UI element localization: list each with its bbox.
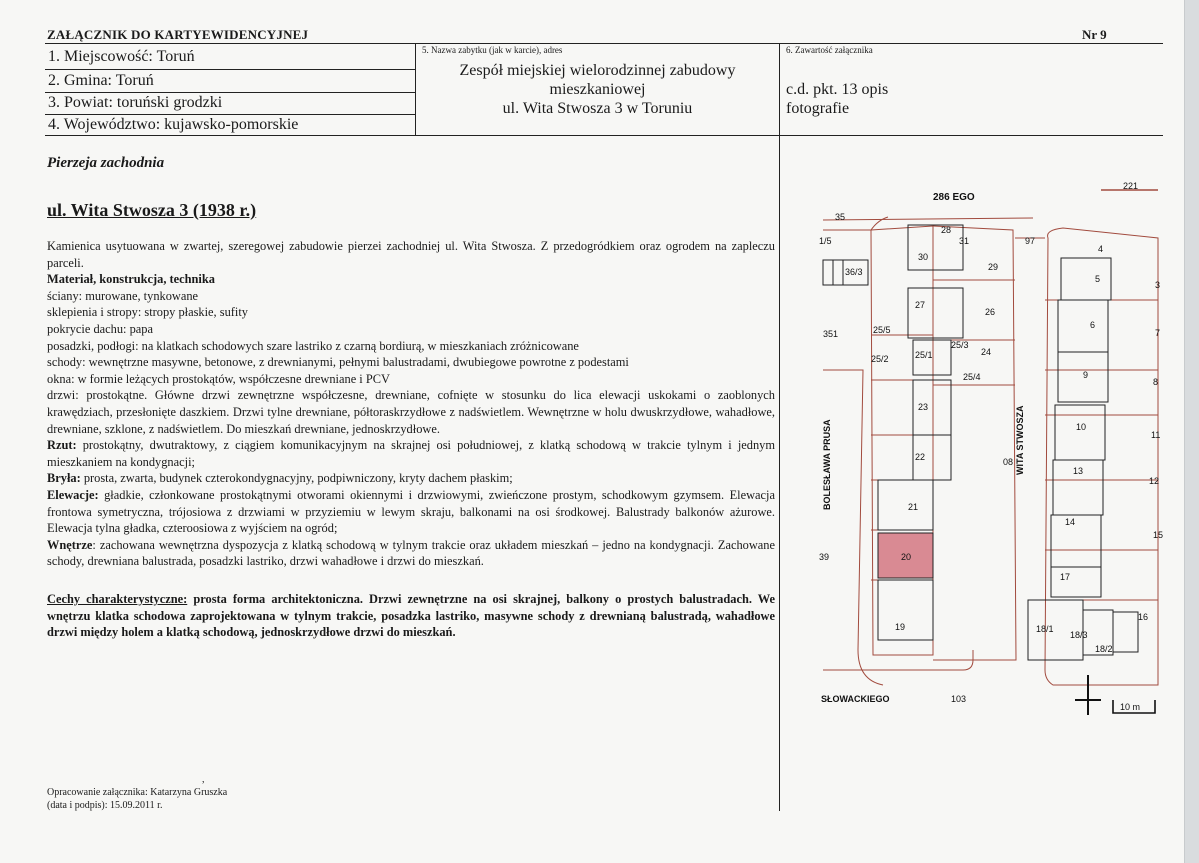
- map-parcel-label: 25/3: [951, 340, 969, 350]
- map-parcel-label: 9: [1083, 370, 1089, 380]
- map-building-17: [1051, 567, 1101, 597]
- map-parcel-label: 11: [1151, 430, 1161, 440]
- map-street-left-edge-2: [823, 217, 888, 230]
- map-street-top: 286 EGO: [933, 192, 975, 203]
- map-building-10: [1055, 405, 1105, 460]
- footer: [47, 786, 227, 812]
- desc-intro: Kamienica usytuowana w zwartej, szeregowej zabudowie pierzei zachodniej ul. Wita Stwosza. Z przedogródkiem oraz ogrodem na zapleczu parceli.: [47, 239, 775, 270]
- map-parcel-label: 16: [1138, 612, 1149, 622]
- description-body: [47, 238, 775, 570]
- map-parcel-label: 25/4: [963, 372, 981, 382]
- desc-floors: posadzki, podłogi: na klatkach schodowych szare lastriko z czarną bordiurą, w mieszkaniach zróżnicowane: [47, 338, 579, 353]
- desc-ceilings: sklepienia i stropy: stropy płaskie, sufity: [47, 305, 248, 320]
- map-parcel-label: 1/5: [819, 236, 832, 246]
- map-parcel-label: 39: [819, 552, 830, 562]
- map-parcel-label: 31: [959, 236, 970, 246]
- desc-rzut-head: Rzut:: [47, 438, 77, 453]
- map-street-top-right: 221: [1123, 181, 1139, 191]
- map-parcel-label: 26: [985, 307, 996, 317]
- desc-rzut: prostokątny, dwutraktowy, z ciągiem komunikacyjnym na skrajnej osi południowej, z klatką schodową w trakcie tylnym i jednym mieszkaniem na kondygnacji;: [47, 438, 775, 469]
- map-parcel-label: 19: [895, 622, 906, 632]
- document-number: Nr 9: [1082, 27, 1107, 42]
- map-building-30: [908, 225, 963, 270]
- map-parcel-label: 29: [988, 262, 999, 272]
- field-name-line2: mieszkaniowej: [549, 81, 646, 98]
- map-street-top-edge: [823, 218, 1033, 220]
- field-powiat: 3. Powiat: toruński grodzki: [48, 94, 223, 111]
- header-col-divider-1: [415, 43, 416, 135]
- map-parcel-label: 24: [981, 347, 992, 357]
- footer-date: (data i podpis): 15.09.2011 r.: [47, 800, 163, 811]
- desc-bryla: prosta, zwarta, budynek czterokondygnacyjny, podpiwniczony, kryty dachem płaskim;: [80, 471, 513, 486]
- desc-doors: drzwi: prostokątne. Główne drzwi zewnętrzne współczesne, drewniane, cofnięte w stosunku do lica elewacji uskokami o zaoblonych krawędziach, przesłonięte daszkiem. Drzwi tylne drewniane, półtoraskrzydłowe z nadświetlem. Wewnętrzne w holu dwuskrzydłowe, wahadłowe, drewniane, szklone, z nadświetlem. Do mieszkań drewniane, jednoskrzydłowe.: [47, 388, 775, 436]
- footer-author: Opracowanie załącznika: Katarzyna Gruszka: [47, 787, 228, 798]
- desc-walls: ściany: murowane, tynkowane: [47, 288, 199, 303]
- desc-roof: pokrycie dachu: papa: [47, 321, 153, 336]
- map-building-6: [1058, 300, 1108, 352]
- map-parcel-label: 28: [941, 225, 952, 235]
- map-parcel-label: 17: [1060, 572, 1071, 582]
- header-top-rule: [45, 43, 1163, 44]
- map-street-mid: WITA STWOSZA: [1015, 405, 1025, 475]
- desc-windows: okna: w formie leżących prostokątów, współczesne drewniane i PCV: [47, 371, 390, 386]
- map-parcel-label: 25/5: [873, 325, 891, 335]
- map-street-left-edge: [823, 370, 883, 685]
- map-building-27: [908, 288, 963, 338]
- field-content-line2: fotografie: [786, 100, 850, 117]
- desc-bryla-head: Bryła:: [47, 471, 81, 486]
- map-parcel-label: 7: [1155, 328, 1161, 338]
- map-parcel-label: 4: [1098, 244, 1104, 254]
- cechy-text: prosta forma architektoniczna. Drzwi zewnętrzne na osi skrajnej, balkony o prostych balustradach. We wnętrzu klatka schodowa zaprojektowana w tylnym trakcie, posadzka lastriko, masywne schody z drewnianą balustradą, wahadłowe drzwi między holem a klatką schodową, jednoskrzydłowe drzwi do mieszkań.: [47, 592, 775, 640]
- map-parcel-label: 23: [918, 402, 929, 412]
- field-wojewodztwo: 4. Województwo: kujawsko-pomorskie: [48, 116, 299, 133]
- map-building-16: [1113, 612, 1138, 652]
- map-building-14: [1051, 515, 1101, 567]
- field-name-line1: Zespół miejskiej wielorodzinnej zabudowy: [459, 62, 736, 79]
- map-parcel-label: 18/3: [1070, 630, 1088, 640]
- map-building-5: [1061, 258, 1111, 300]
- map-parcel-label: 13: [1073, 466, 1084, 476]
- map-parcel-label: 351: [823, 329, 839, 339]
- map-parcel-label: 25/2: [871, 354, 889, 364]
- field-name-line3: ul. Wita Stwosza 3 w Toruniu: [502, 100, 693, 117]
- page-col-divider: [779, 43, 780, 811]
- map-parcel-label: 25/1: [915, 350, 933, 360]
- header-row-rule-1: [45, 69, 415, 70]
- desc-elewacje-head: Elewacje:: [47, 487, 99, 502]
- desc-wnetrze: : zachowana wewnętrzna dyspozycja z klatką schodową w tylnym trakcie oraz układem mieszkań – jedno na kondygnacji. Zachowane schody, drewniana balustrada, posadzki lastriko, drzwi wahadłowe i drzwi do mieszkań.: [47, 537, 775, 569]
- map-parcel-label: 3: [1155, 280, 1161, 290]
- scan-edge: [1184, 0, 1199, 863]
- street-heading: ul. Wita Stwosza 3 (1938 r.): [47, 200, 257, 220]
- map-building-19: [878, 580, 933, 640]
- map-street-left: BOLESŁAWA PRUSA: [822, 419, 832, 510]
- map-parcel-label: 27: [915, 300, 926, 310]
- map-parcel-label: 08: [1003, 457, 1014, 467]
- header-bottom-rule: [45, 135, 1163, 136]
- map-parcel-label: 22: [915, 452, 926, 462]
- map-bottom-num: 103: [951, 694, 967, 704]
- map-parcel-label: 8: [1153, 377, 1159, 387]
- north-arrow-icon: [1075, 675, 1101, 715]
- map-parcel-label: 18/2: [1095, 644, 1113, 654]
- map-parcel-label: 15: [1153, 530, 1164, 540]
- document-title: ZAŁĄCZNIK DO KARTYEWIDENCYJNEJ: [47, 27, 309, 42]
- map-parcel-label: 10: [1076, 422, 1087, 432]
- cechy-label: Cechy charakterystyczne:: [47, 592, 188, 606]
- characteristic-features: [47, 591, 775, 641]
- map-parcel-label: 14: [1065, 517, 1076, 527]
- map-parcel-label: 20: [901, 552, 912, 562]
- field-gmina: 2. Gmina: Toruń: [48, 72, 154, 89]
- field-content-label: 6. Zawartość załącznika: [786, 45, 873, 55]
- map-block-middle-right: [933, 226, 1016, 660]
- desc-stairs: schody: wewnętrzne masywne, betonowe, z drewnianymi, pełnymi balustradami, dwubiegowe powrotne z podestami: [47, 355, 629, 370]
- desc-wnetrze-head: Wnętrze: [47, 537, 93, 552]
- map-parcel-label: 12: [1149, 476, 1160, 486]
- header-row-rule-2: [45, 92, 415, 93]
- map-parcel-label: 5: [1095, 274, 1101, 284]
- section-title: Pierzeja zachodnia: [47, 155, 165, 171]
- map-street-bottom: SŁOWACKIEGO: [821, 694, 890, 704]
- header-row-rule-3: [45, 114, 415, 115]
- map-parcel-label: 6: [1090, 320, 1096, 330]
- map-block-middle: [871, 226, 933, 655]
- map-building-21: [878, 480, 933, 530]
- map-parcel-label: 36/3: [845, 267, 863, 277]
- cadastral-map: [783, 180, 1173, 720]
- footer-mark: ,: [202, 774, 205, 785]
- field-content-line1: c.d. pkt. 13 opis: [786, 81, 889, 98]
- map-scale-label: 10 m: [1120, 702, 1141, 712]
- map-parcel-label: 35: [835, 212, 846, 222]
- field-name-label: 5. Nazwa zabytku (jak w karcie), adres: [422, 45, 563, 55]
- map-parcel-label: 97: [1025, 236, 1036, 246]
- desc-elewacje: gładkie, członkowane prostokątnymi otworami okiennymi i drzwiowymi, zwieńczone prostym, schodkowym gzymsem. Elewacja frontowa symetryczna, trójosiowa z drzwiami w przyziemiu w lewym skraju, balkonami na osi środkowej. Balustrady balkonów ażurowe. Elewacja tylna gładka, czteroosiowa z wyjściem na ogród;: [47, 487, 775, 536]
- field-miejscowosc: 1. Miejscowość: Toruń: [48, 48, 195, 65]
- map-parcel-label: 30: [918, 252, 929, 262]
- desc-material-head: Materiał, konstrukcja, technika: [47, 272, 215, 287]
- map-parcel-label: 18/1: [1036, 624, 1054, 634]
- map-parcel-label: 21: [908, 502, 919, 512]
